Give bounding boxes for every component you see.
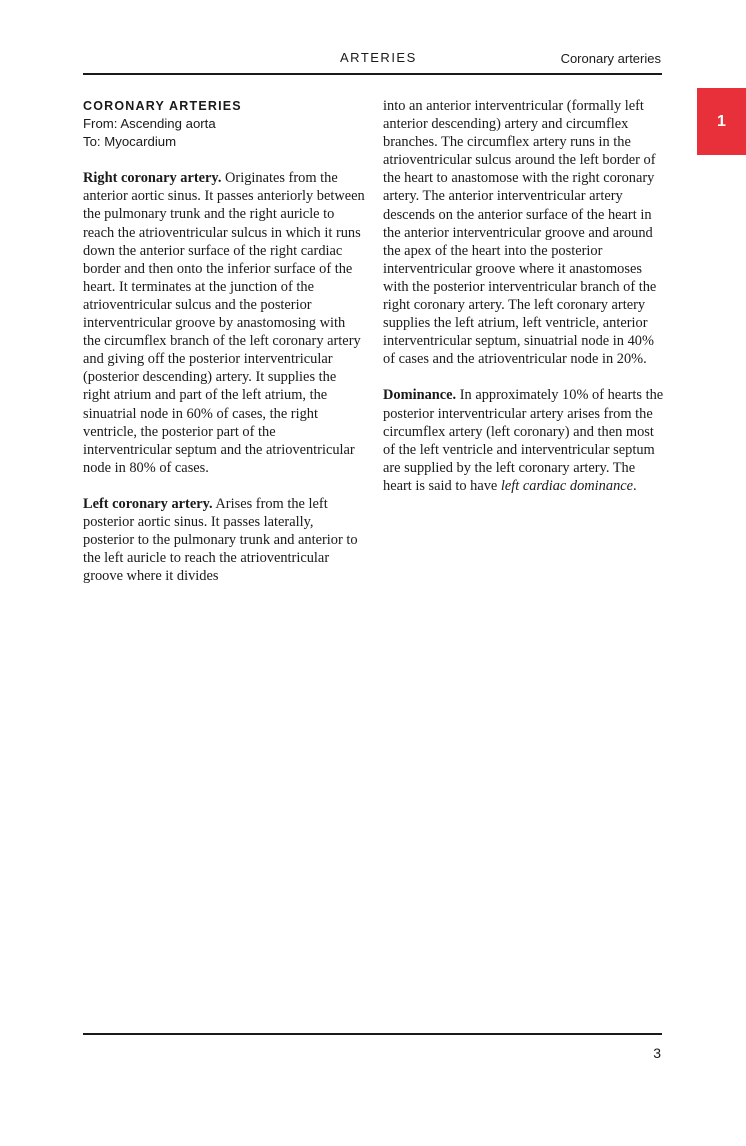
left-column xyxy=(83,97,365,585)
entry-to-line: To: Myocardium xyxy=(83,134,177,150)
entry-from-line: From: Ascending aorta xyxy=(83,116,216,132)
paragraph-end: . xyxy=(633,477,637,494)
paragraph-text: Arises from the left posterior aortic sinus. It passes laterally, posterior to the pulmonary trunk and anterior to the left auricle to reach the atrioventricular groove where it divides xyxy=(83,495,358,585)
header-rule xyxy=(83,73,662,75)
run-in-heading: Dominance. xyxy=(383,387,457,404)
paragraph-dominance xyxy=(383,386,665,495)
header-section-label: ARTERIES xyxy=(340,50,417,65)
paragraph-left-coronary-start xyxy=(83,495,365,585)
header-page-title: Coronary arteries xyxy=(560,51,661,66)
chapter-tab-label: 1 xyxy=(717,112,726,130)
chapter-tab xyxy=(697,88,746,155)
paragraph-right-coronary xyxy=(83,169,365,477)
right-column xyxy=(383,97,665,495)
emphasis-text: left cardiac dominance xyxy=(500,477,634,494)
entry-heading: CORONARY ARTERIES xyxy=(83,99,242,113)
page-number: 3 xyxy=(653,1045,661,1061)
paragraph-text: Originates from the anterior aortic sinus. It passes anteriorly between the pulmonary trunk and the right auricle to reach the atrioventricular sulcus in which it runs down the anterior surface of the right cardiac border and then onto the inferior surface of the heart. It terminates at the junction of the atrioventricular sulcus and the posterior interventricular groove by anastomosing with the circumflex branch of the left coronary artery and giving off the posterior interventricular (posterior descending) artery. It supplies the right atrium and part of the left atrium, the sinuatrial node in 60% of cases, the right ventricle, the posterior part of the interventricular septum and the atrioventricular node in 80% of cases. xyxy=(83,170,365,476)
footer-rule xyxy=(83,1033,662,1035)
paragraph-text: In approximately 10% of hearts the posterior interventricular artery arises from the circumflex artery (left coronary) and then most of the left ventricle and interventricular septum are supplied by the left coronary artery. The heart is said to have xyxy=(383,387,664,494)
paragraph-text: into an anterior interventricular (formally left anterior descending) artery and circumflex branches. The circumflex artery runs in the atrioventricular sulcus around the left border of the heart to anastomose with the right coronary artery. The anterior interventricular artery descends on the anterior surface of the heart in the anterior interventricular groove and around the apex of the heart into the posterior interventricular groove where it anastomoses with the posterior interventricular branch of the right coronary artery. The left coronary artery supplies the left atrium, left ventricle, anterior interventricular septum, sinuatrial node in 40% of cases and the atrioventricular node in 20%. xyxy=(383,98,657,368)
run-in-heading: Left coronary artery. xyxy=(83,495,213,512)
run-in-heading: Right coronary artery. xyxy=(83,170,222,187)
paragraph-left-coronary-continued xyxy=(383,97,665,368)
